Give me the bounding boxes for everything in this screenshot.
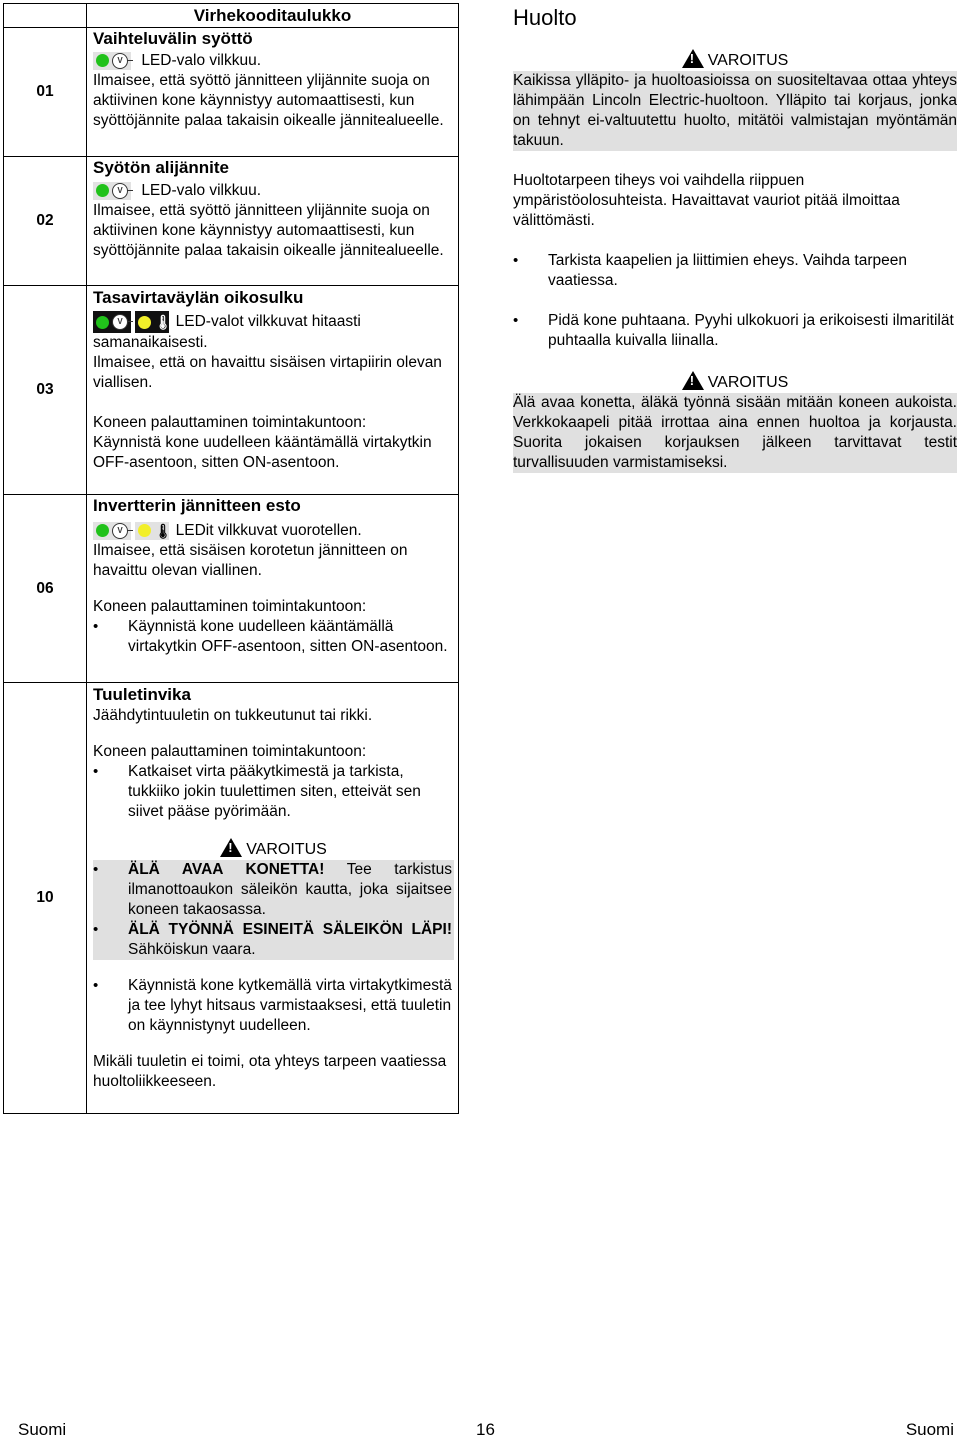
voltage-icon: V: [112, 314, 128, 330]
table-title: Virhekooditaulukko: [87, 4, 459, 28]
maintenance-list: [513, 251, 957, 351]
led-green-icon: [96, 316, 109, 329]
reset-label: Koneen palauttaminen toimintakuntoon:: [93, 414, 367, 431]
warning-text: Kaikissa ylläpito- ja huoltoasioissa on suositeltavaa ottaa yhteys lähimpään Lincoln Electric-huoltoon. Ylläpito tai korjaus, jonka on tehnyt ei-valtuutettu huolto, mitätöi valmistajan myöntämän takuun.: [513, 72, 957, 149]
footer-left: Suomi: [18, 1420, 67, 1439]
led-line: [93, 51, 454, 71]
thermometer-icon: 🌡︎: [154, 314, 173, 330]
error-code-table: [3, 3, 459, 1114]
led-text: LED-valot vilkkuvat hitaasti samanaikaisesti.: [93, 313, 361, 351]
led-indicator-group: [93, 52, 131, 70]
error-description: [87, 683, 459, 1114]
error-body: Ilmaisee, että sisäisen korotetun jännitteen on havaittu olevan viallinen.: [93, 542, 408, 579]
list-item: • Käynnistä kone uudelleen kääntämällä virtakytkin OFF-asentoon, sitten ON-asentoon.: [93, 617, 454, 657]
warning-bold-text: ÄLÄ TYÖNNÄ ESINEITÄ SÄLEIKÖN LÄPI!: [128, 921, 452, 938]
warning-heading: [513, 371, 957, 393]
list-item: • Katkaiset virta pääkytkimestä ja tarkista, tukkiiko jokin tuulettimen siten, etteivät sen siivet pääse pyörimään.: [93, 762, 454, 822]
led-line: [93, 181, 454, 201]
table-row: [4, 495, 459, 683]
error-code: 10: [4, 683, 87, 1114]
error-description: [87, 495, 459, 683]
reset-label: Koneen palauttaminen toimintakuntoon:: [93, 598, 367, 615]
voltage-icon: V: [112, 523, 128, 539]
error-code: 06: [4, 495, 87, 683]
error-body: Ilmaisee, että syöttö jännitteen ylijännite suoja on aktiivinen kone käynnistyy automaattisesti, kun syöttöjännite palaa takaisin oikealle jännitealueelle.: [93, 202, 444, 259]
warning-heading: [513, 49, 957, 71]
maintenance-section: [513, 5, 957, 473]
fan-warning-heading: [93, 838, 454, 860]
led-indicator-group: [135, 311, 173, 333]
warning-text: Tee tarkistus ilmanottoaukon säleikön kautta, joka sijaitsee koneen takaosassa.: [128, 861, 452, 918]
error-description: [87, 28, 459, 157]
warning-triangle-icon: [220, 838, 242, 857]
table-row: [4, 286, 459, 495]
fan-warning-list: [93, 860, 454, 960]
final-text: Mikäli tuuletin ei toimi, ota yhteys tarpeen vaatiessa huoltoliikkeeseen.: [93, 1053, 447, 1090]
led-text: LED-valo vilkkuu.: [141, 182, 262, 199]
error-code: 03: [4, 286, 87, 495]
warning-bold-text: ÄLÄ AVAA KONETTA!: [128, 861, 325, 878]
error-heading: Tasavirtaväylän oikosulku: [93, 288, 304, 307]
error-heading: Tuuletinvika: [93, 685, 191, 704]
led-yellow-icon: [138, 316, 151, 329]
led-text: LEDit vilkkuvat vuorotellen.: [175, 522, 362, 539]
restart-list: [93, 976, 454, 1036]
table-row: [4, 28, 459, 157]
error-body: Ilmaisee, että on havaittu sisäisen virtapiirin olevan viallisen.: [93, 354, 442, 391]
list-item: [93, 920, 452, 960]
list-spacer: [513, 291, 957, 311]
list-item: • Tarkista kaapelien ja liittimien eheys. Vaihda tarpeen vaatiessa.: [513, 251, 957, 291]
led-indicator-group: [93, 311, 131, 333]
voltage-icon: V: [112, 183, 128, 199]
list-item: • Pidä kone puhtaana. Pyyhi ulkokuori ja erikoisesti ilmaritilät puhtaalla kuivalla liinalla.: [513, 311, 957, 351]
error-description: [87, 286, 459, 495]
led-indicator-group: [93, 182, 131, 200]
thermometer-icon: 🌡︎: [154, 522, 173, 539]
led-indicator-group: [93, 522, 131, 540]
reset-text: Käynnistä kone uudelleen kääntämällä virtakytkin OFF-asentoon, sitten ON-asentoon.: [93, 434, 432, 471]
voltage-icon: V: [112, 53, 128, 69]
warning-title: VAROITUS: [707, 374, 789, 391]
warning-triangle-icon: [682, 49, 704, 68]
led-yellow-icon: [138, 524, 151, 537]
error-code: 02: [4, 157, 87, 286]
footer-right: Suomi: [905, 1420, 954, 1439]
table-row: [4, 157, 459, 286]
error-body: Jäähdytintuuletin on tukkeutunut tai rikki.: [93, 707, 373, 724]
led-line: [93, 521, 454, 541]
table-header-blank-cell: [4, 4, 87, 28]
error-code: 01: [4, 28, 87, 157]
error-description: [87, 157, 459, 286]
reset-list: [93, 762, 454, 822]
led-green-icon: [96, 54, 109, 67]
led-text: LED-valo vilkkuu.: [141, 52, 262, 69]
intro-text: Huoltotarpeen tiheys voi vaihdella riippuen ympäristöolosuhteista. Havaittavat vauriot pitää ilmoittaa välittömästi.: [513, 172, 900, 229]
led-green-icon: [96, 184, 109, 197]
list-item: • Käynnistä kone kytkemällä virta virtakytkimestä ja tee lyhyt hitsaus varmistaaksesi, että tuuletin on käynnistynyt uudelleen.: [93, 976, 454, 1036]
led-green-icon: [96, 524, 109, 537]
error-heading: Vaihteluvälin syöttö: [93, 29, 253, 48]
error-heading: Invertterin jännitteen esto: [93, 496, 301, 515]
warning-triangle-icon: [682, 371, 704, 390]
led-line: [93, 311, 454, 353]
warning-text: Sähköiskun vaara.: [128, 941, 256, 958]
warning-title: VAROITUS: [246, 841, 327, 858]
page-number: 16: [476, 1420, 495, 1439]
error-body: Ilmaisee, että syöttö jännitteen ylijännite suoja on aktiivinen kone käynnistyy automaattisesti, kun syöttöjännite palaa takaisin oikealle jännitealueelle.: [93, 72, 444, 129]
warning-title: VAROITUS: [707, 52, 789, 69]
reset-label: Koneen palauttaminen toimintakuntoon:: [93, 743, 367, 760]
table-row: [4, 683, 459, 1114]
error-heading: Syötön alijännite: [93, 158, 230, 177]
list-item: [93, 860, 452, 920]
led-indicator-group: [135, 522, 173, 540]
reset-list: [93, 617, 454, 657]
section-heading: Huolto: [513, 5, 577, 30]
warning-text: Älä avaa konetta, äläkä työnnä sisään mitään koneen aukoista. Verkkokaapeli pitää irrottaa aina ennen huoltoa ja korjausta. Suorita jokaisen korjauksen jälkeen tarvittavat testit turvallisuuden varmistamiseksi.: [513, 394, 957, 471]
